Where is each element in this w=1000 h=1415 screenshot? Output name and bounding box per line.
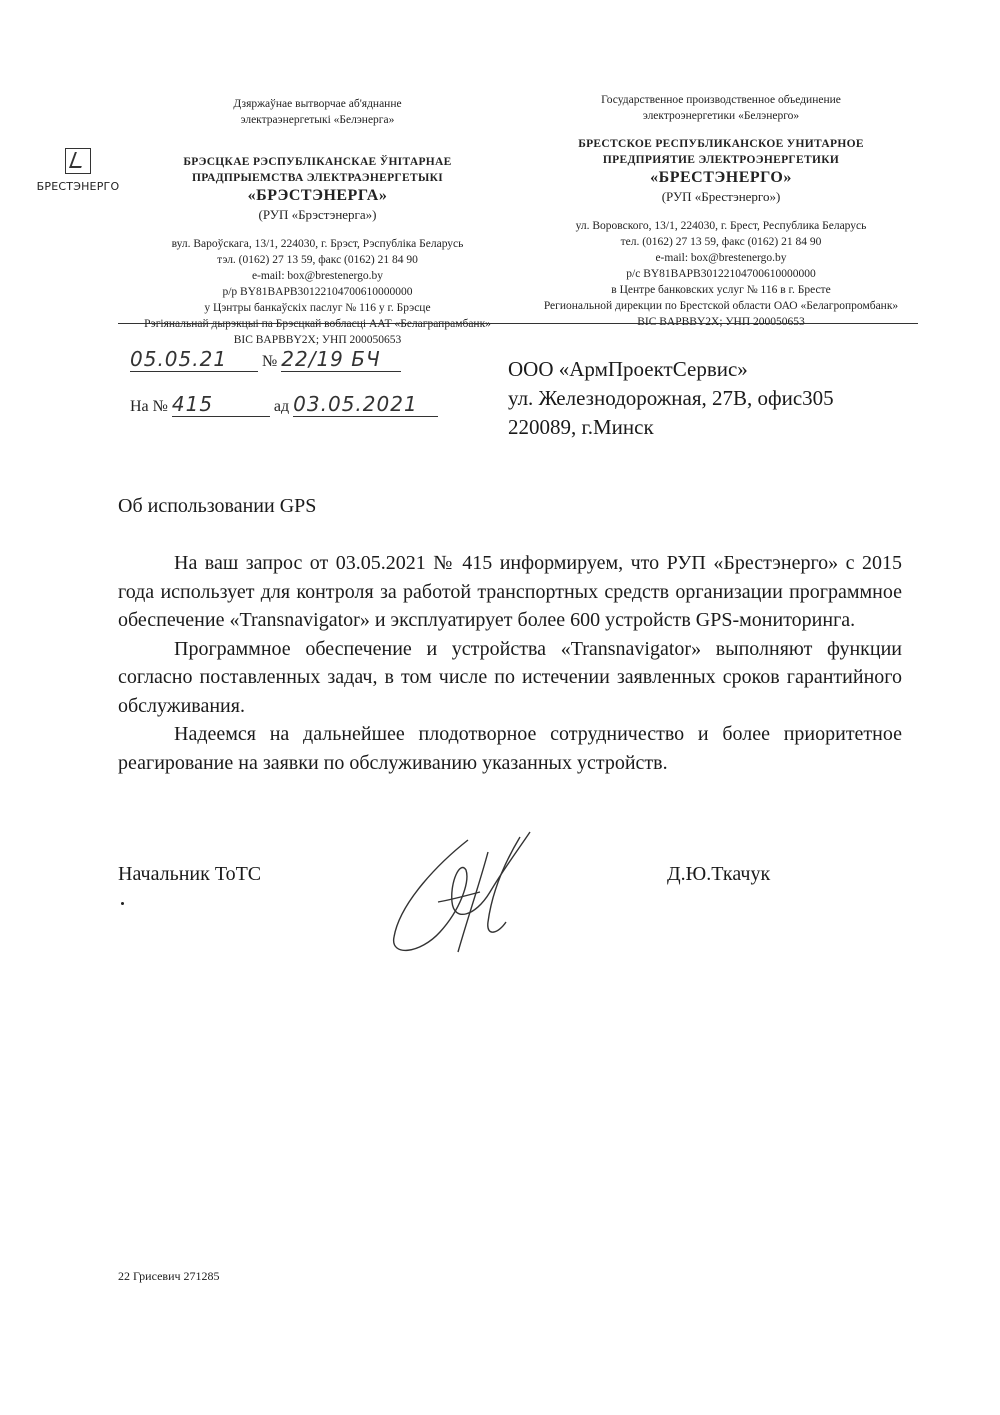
- detail-line: в Центре банковских услуг № 116 в г. Бресте: [611, 284, 831, 296]
- ref-date-label: ад: [273, 398, 290, 415]
- header-divider: [118, 323, 918, 324]
- addressee-city: 220089, г.Минск: [508, 415, 654, 439]
- parent-org-line: Дзяржаўнае вытворчае аб'яднанне: [233, 98, 402, 110]
- logo-text: БРЕСТЭНЕРГО: [36, 180, 120, 193]
- detail-line: Региональной дирекции по Брестской области ОАО «Белагропромбанк»: [543, 300, 899, 312]
- org-abbr: (РУП «Брэстэнерга»): [258, 207, 377, 222]
- org-name-line: БРЕСТСКОЕ РЕСПУБЛИКАНСКОЕ УНИТАРНОЕ: [578, 138, 864, 150]
- org-name-line: БРЭСЦКАЕ РЭСПУБЛІКАНСКАЕ ЎНІТАРНАЕ: [183, 156, 452, 168]
- body-paragraph: Программное обеспечение и устройства «Transnavigator» выполняют функции согласно поставленных задач, в том числе по истечении заявленных сроков гарантийного обслуживания.: [118, 637, 902, 717]
- body-paragraph: На ваш запрос от 03.05.2021 № 415 информируем, что РУП «Брестэнерго» с 2015 года использует для контроля за работой транспортных средств организации программное обеспечение «Transnavigator» и эксплуатирует более 600 устройств GPS-мониторинга.: [118, 552, 902, 631]
- parent-org-line: электраэнергетыкі «Белэнерга»: [240, 114, 395, 126]
- org-short-name: «БРЭСТЭНЕРГА»: [247, 187, 388, 204]
- detail-line: вул. Вароўскага, 13/1, 224030, г. Брэст, Рэспубліка Беларусь: [171, 238, 464, 250]
- detail-line: Рэгіянальнай дырэкцыі па Брэсцкай вобласці ААТ «Белаграпрамбанк»: [144, 318, 491, 330]
- outgoing-date: 05.05.21: [130, 347, 258, 372]
- detail-line: ул. Воровского, 13/1, 224030, г. Брест, Республика Беларусь: [575, 220, 867, 232]
- letter-body: [118, 549, 902, 777]
- detail-line: р/р BY81BAPB30122104700610000000: [222, 286, 413, 298]
- outgoing-number: 22/19 БЧ: [281, 347, 401, 372]
- executor-note: 22 Грисевич 271285: [118, 1269, 220, 1283]
- body-paragraph: Надеемся на дальнейшее плодотворное сотрудничество и более приоритетное реагирование на заявки по обслуживанию указанных устройств.: [118, 723, 902, 774]
- letter-subject: Об использовании GPS: [118, 495, 317, 517]
- ref-number-label: На №: [130, 398, 168, 415]
- parent-org-line: электроэнергетики «Белэнерго»: [642, 110, 800, 122]
- header-left: [120, 96, 515, 348]
- outgoing-registration: [130, 347, 401, 372]
- detail-line: BIC BAPBBY2X; УНП 200050653: [637, 316, 805, 328]
- org-abbr: (РУП «Брестэнерго»): [661, 189, 781, 204]
- org-short-name: «БРЕСТЭНЕРГО»: [650, 169, 792, 186]
- detail-line: e-mail: box@brestenergo.by: [655, 252, 787, 264]
- org-name-line: ПРЕДПРИЯТИЕ ЭЛЕКТРОЭНЕРГЕТИКИ: [602, 154, 840, 166]
- incoming-reference: [130, 392, 438, 417]
- ink-dot: [121, 902, 124, 905]
- signatory-name: Д.Ю.Ткачук: [667, 863, 771, 885]
- detail-line: тел. (0162) 27 13 59, факс (0162) 21 84 90: [620, 236, 822, 248]
- signatory-position: Начальник ТоТС: [118, 863, 262, 885]
- org-name-line: ПРАДПРЫЕМСТВА ЭЛЕКТРАЭНЕРГЕТЫКІ: [191, 172, 443, 184]
- header-right: [522, 92, 920, 330]
- handwritten-signature: [380, 822, 560, 962]
- number-label: №: [262, 353, 278, 370]
- ref-date: 03.05.2021: [293, 392, 438, 417]
- detail-line: e-mail: box@brestenergo.by: [251, 270, 384, 282]
- detail-line: у Цэнтры банкаўскіх паслуг № 116 у г. Брэсце: [204, 302, 431, 314]
- addressee-street: ул. Железнодорожная, 27В, офис305: [508, 386, 834, 410]
- ref-number: 415: [172, 392, 270, 417]
- detail-line: BIC BAPBBY2X; УНП 200050653: [233, 334, 402, 346]
- parent-org-line: Государственное производственное объединение: [601, 94, 841, 106]
- addressee-block: [508, 355, 834, 442]
- addressee-company: ООО «АрмПроектСервис»: [508, 357, 748, 381]
- detail-line: р/с BY81BAPB30122104700610000000: [626, 268, 816, 280]
- detail-line: тэл. (0162) 27 13 59, факс (0162) 21 84 90: [217, 254, 418, 266]
- logo-mark-icon: [65, 148, 91, 174]
- company-logo: [36, 148, 120, 193]
